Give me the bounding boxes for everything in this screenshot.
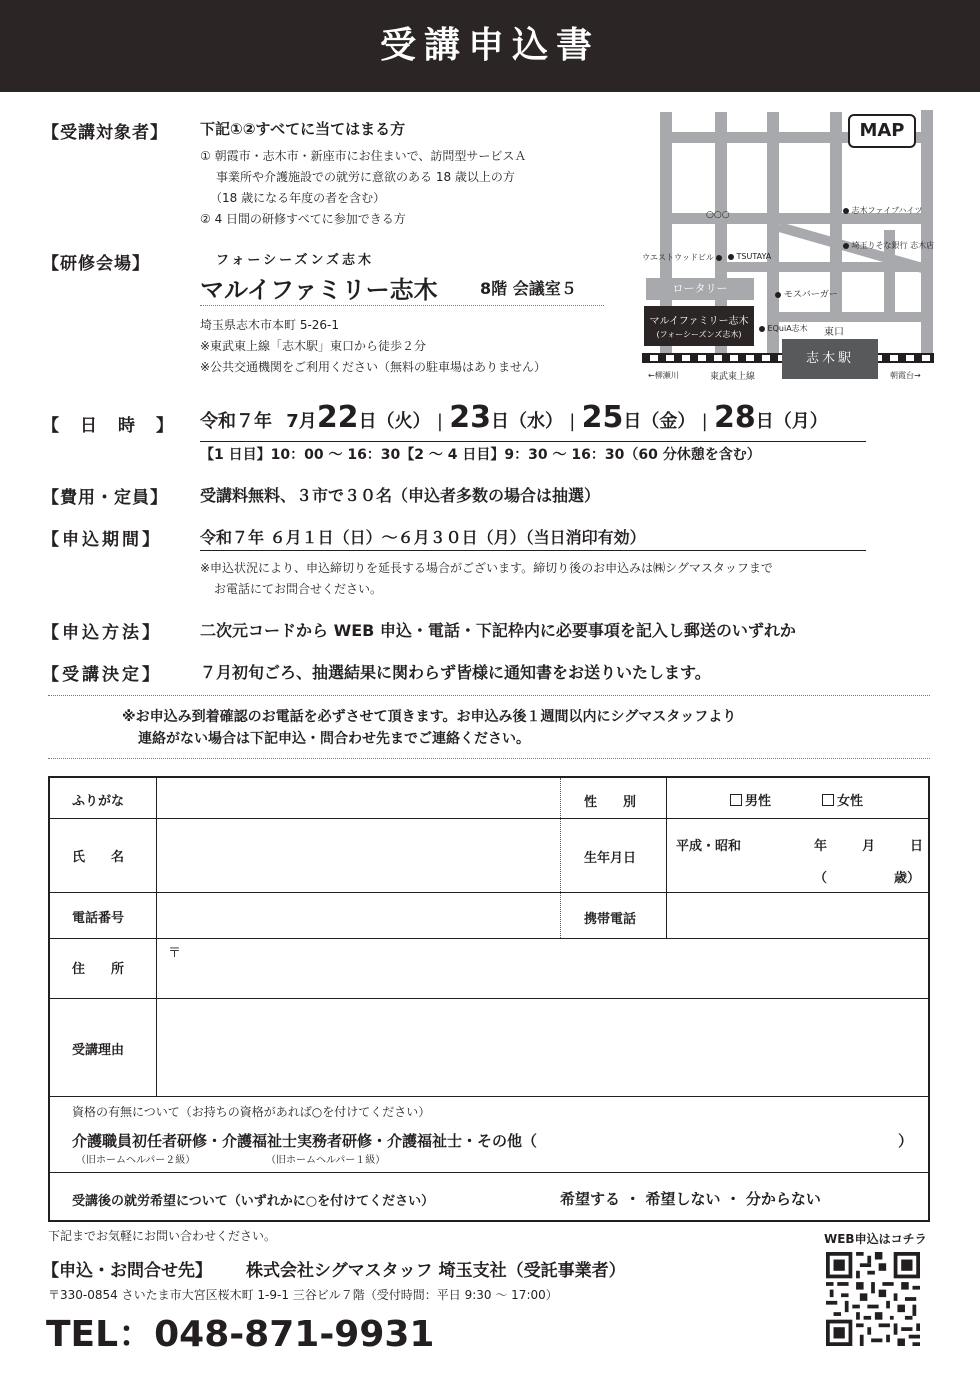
map-tsutaya: TSUTAYA (728, 252, 771, 261)
map-marui: マルイファミリー志木 (フォーシーズンズ志木) (644, 306, 754, 346)
birth-label: 生年月日 (584, 851, 637, 866)
pin-icon (843, 208, 849, 214)
qualification-old-1: （旧ホームヘルパー２級） (76, 1155, 196, 1166)
name-label: 氏 名 (72, 850, 125, 865)
employment-question: 受講後の就労希望について（いずれかに○を付けてください） (72, 1194, 435, 1209)
address-label: 住 所 (72, 962, 125, 977)
furigana-field[interactable] (158, 780, 558, 816)
name-field[interactable] (158, 820, 558, 890)
pin-icon (728, 254, 734, 260)
pin-icon (775, 292, 781, 298)
map-badge: MAP (848, 114, 916, 148)
period-note-2: お電話にてお問合せください。 (214, 582, 383, 596)
map-fivehights: 志木ファイブハイツ (843, 205, 923, 216)
page-title: 受講申込書 (379, 25, 600, 66)
map-east-exit: 東口 (824, 327, 844, 338)
schedule-times: 【1 日目】10：00 ～ 16：30【2 ～ 4 日目】9：30 ～ 16：30（60 分休憩を含む） (200, 447, 761, 463)
period-note-1: ※申込状況により、申込締切りを延長する場合がございます。締切り後のお申込みは㈱シグマスタッフまで (200, 561, 773, 575)
qualification-list[interactable]: 介護職員初任者研修・介護福祉士実務者研修・介護福祉士・その他（ (72, 1132, 538, 1150)
checkbox-icon[interactable] (822, 794, 834, 806)
schedule-label: 【 日 時 】 (42, 416, 175, 436)
birth-day-unit: 日 (910, 839, 924, 854)
notice-divider-top (48, 695, 930, 696)
contact-intro: 下記までお気軽にお問い合わせください。 (48, 1229, 277, 1243)
qualification-question: 資格の有無について（お持ちの資格があれば○を付けてください） (72, 1105, 431, 1119)
period-label: 【申込期間】 (42, 530, 162, 550)
schedule-divider (200, 441, 866, 442)
mobile-label: 携帯電話 (584, 912, 637, 927)
notice-line-1: ※お申込み到着確認のお電話を必ずさせて頂きます。お申込み後１週間以内にシグマスタッフより (122, 709, 737, 725)
method-value: 二次元コードから WEB 申込・電話・下記枠内に必要事項を記入し郵送のいずれか (200, 621, 796, 640)
mobile-field[interactable] (668, 894, 928, 936)
contact-tel[interactable]: TEL：048-871-9931 (46, 1314, 435, 1355)
period-value: 令和７年 ６月１日（日）～６月３０日（月）（当日消印有効） (200, 528, 646, 547)
decision-value: ７月初旬ごろ、抽選結果に関わらず皆様に通知書をお送りいたします。 (200, 663, 711, 682)
qualification-close: ） (898, 1132, 914, 1150)
target-label: 【受講対象者】 (42, 123, 168, 143)
title-bar (0, 0, 980, 92)
map-equia: EQuiA志木 (759, 323, 808, 334)
venue-room: 8階 会議室５ (480, 279, 577, 298)
map-bank: 埼玉りそな銀行 志木店 (843, 240, 934, 251)
target-heading: 下記①②すべてに当てはまる方 (200, 120, 406, 138)
contact-company: 株式会社シグマスタッフ 埼玉支社（受託事業者） (246, 1261, 626, 1281)
reason-field[interactable] (158, 1000, 928, 1094)
method-label: 【申込方法】 (42, 623, 162, 643)
qualification-old-2: （旧ホームヘルパー１級） (266, 1155, 386, 1166)
notice-divider-bottom (48, 758, 930, 759)
phone-field[interactable] (158, 894, 558, 936)
fee-label: 【費用・定員】 (42, 488, 168, 508)
furigana-label: ふりがな (72, 794, 125, 809)
web-apply-label: WEB申込はコチラ (824, 1232, 927, 1246)
crossing-icon: ○○○ (706, 210, 730, 220)
period-divider (200, 550, 866, 551)
target-line-2: 事業所や介護施設での就労に意欲のある 18 歳以上の方 (216, 170, 515, 184)
notice-line-2: 連絡がない場合は下記申込・問合わせ先までご連絡ください。 (138, 731, 530, 747)
venue-access: ※東武東上線「志木駅」東口から徒歩２分 (200, 339, 427, 353)
fee-value: 受講料無料、３市で３０名（申込者多数の場合は抽選） (200, 486, 601, 505)
birth-year-unit: 年 (814, 839, 828, 854)
pin-icon (843, 243, 849, 249)
gender-label: 性 別 (584, 795, 637, 810)
pin-icon (716, 255, 722, 261)
map-left-direction: ←柳瀬川 (648, 371, 679, 380)
target-line-3: （18 歳になる年度の者を含む） (210, 191, 386, 205)
target-line-4: ② 4 日間の研修すべてに参加できる方 (200, 212, 406, 226)
pin-icon (759, 326, 765, 332)
decision-label: 【受講決定】 (42, 665, 162, 685)
gender-male-option[interactable]: 男性 (730, 790, 771, 809)
venue-name: マルイファミリー志木 (200, 276, 438, 304)
map-mos: モスバーガー (775, 287, 838, 300)
contact-address: 〒330-0854 さいたま市大宮区桜木町 1-9-1 三谷ビル７階（受付時間：平日 9:30 ～ 17:00） (48, 1288, 558, 1302)
map-right-direction: 朝霞台→ (890, 371, 921, 380)
birth-era: 平成・昭和 (676, 839, 742, 854)
target-line-1: ① 朝霞市・志木市・新座市にお住まいで、訪問型サービスＡ (200, 149, 527, 163)
venue-divider (200, 305, 604, 306)
reason-label: 受講理由 (72, 1043, 125, 1058)
checkbox-icon[interactable] (730, 794, 742, 806)
address-field[interactable] (158, 940, 928, 996)
gender-female-option[interactable]: 女性 (822, 790, 863, 809)
venue-note: ※公共交通機関をご利用ください（無料の駐車場はありません） (200, 360, 547, 374)
phone-label: 電話番号 (72, 911, 125, 926)
birth-month-unit: 月 (862, 839, 876, 854)
postal-mark: 〒 (168, 946, 182, 961)
age-open: （ (814, 871, 828, 886)
contact-label: 【申込・お問合せ先】 (42, 1261, 212, 1281)
map-westwood: ウエストウッドビル (642, 252, 722, 263)
map-rotary: ロータリー (646, 278, 754, 300)
employment-options[interactable]: 希望する ・ 希望しない ・ 分からない (560, 1190, 821, 1208)
venue-label: 【研修会場】 (42, 254, 150, 274)
venue-ruby: フォーシーズンズ志木 (216, 253, 375, 268)
map-station: 志木駅 (782, 339, 878, 379)
application-form (48, 776, 930, 1222)
qr-code-icon[interactable] (826, 1252, 920, 1346)
map-line-name: 東武東上線 (710, 372, 756, 382)
age-close: 歳） (894, 871, 921, 886)
venue-address: 埼玉県志木市本町 5-26-1 (200, 318, 340, 332)
schedule-dates: 令和７年 7月22日（火） | 23日（水） | 25日（金） | 28日（月） (200, 400, 828, 435)
